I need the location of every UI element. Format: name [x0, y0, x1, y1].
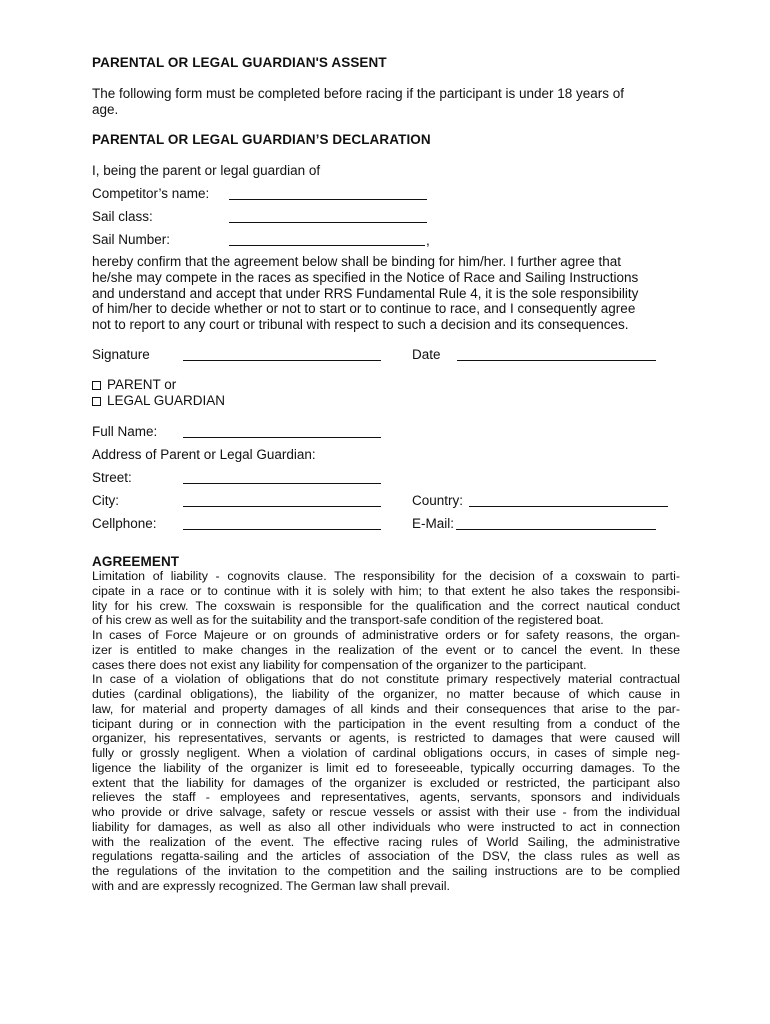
sail-number-comma: ,	[426, 233, 430, 248]
city-field[interactable]	[183, 506, 381, 507]
agreement-line: with the realization of the event. The effective racing rules of World Sailing, the administrative	[92, 834, 680, 849]
confirm-line: hereby confirm that the agreement below shall be binding for him/her. I further agree that	[92, 254, 622, 269]
street-field[interactable]	[183, 483, 381, 484]
assent-title: PARENTAL OR LEGAL GUARDIAN'S ASSENT	[92, 55, 387, 70]
confirm-line: of him/her to decide whether or not to start or to continue to race, and I consequently agree	[92, 301, 636, 317]
date-field[interactable]	[457, 360, 656, 361]
agreement-line: ticipant during or in connection with the participation in the event resulting from a conduct of the	[92, 716, 680, 731]
agreement-body	[92, 569, 680, 894]
signature-label: Signature	[92, 347, 150, 362]
assent-intro-line: age.	[92, 101, 119, 117]
cellphone-label: Cellphone:	[92, 516, 157, 531]
agreement-line: ligence the liability of the organizer is limit ed to foreseeable, typically occurring damages. To the	[92, 760, 680, 775]
assent-intro-line: The following form must be completed before racing if the participant is under 18 years of	[92, 86, 625, 101]
declaration-confirm	[92, 254, 680, 333]
full-name-field[interactable]	[183, 437, 381, 438]
confirm-line: not to report to any court or tribunal with respect to such a decision and its consequences.	[92, 317, 629, 333]
declaration-title: PARENTAL OR LEGAL GUARDIAN’S DECLARATION	[92, 132, 431, 147]
assent-intro	[92, 86, 680, 118]
sail-number-field[interactable]	[229, 245, 425, 246]
agreement-line: In case of a violation of obligations that do not constitute primary respectively material contractual	[92, 672, 680, 687]
signature-field[interactable]	[183, 360, 381, 361]
declaration-lead: I, being the parent or legal guardian of	[92, 163, 321, 178]
agreement-line: duties (cardinal obligations), the liability of the organizer, no matter because of which cause in	[92, 687, 680, 701]
sail-class-label: Sail class:	[92, 209, 153, 224]
sail-number-label: Sail Number:	[92, 232, 171, 247]
agreement-line: lity for his crew. The coxswain is responsible for the qualification and the correct nautical conduct	[92, 598, 680, 613]
agreement-line: law, for material and property damages of all kinds and their consequences that arise to the par-	[92, 701, 680, 716]
agreement-line: relieves the staff - employees and representatives, agents, servants, sponsors and individuals	[92, 790, 680, 805]
agreement-line: Limitation of liability - cognovits clause. The responsibility for the decision of a coxswain to parti-	[92, 569, 680, 583]
role-option-guardian[interactable]	[92, 393, 225, 409]
confirm-line: and understand and accept that under RRS Fundamental Rule 4, it is the sole responsibility	[92, 285, 639, 301]
legal-guardian-option-label: LEGAL GUARDIAN	[107, 393, 226, 408]
legal-guardian-checkbox[interactable]	[92, 397, 101, 406]
agreement-line: izer is entitled to make changes in the realization of the event or to cancel the event. In these	[92, 642, 680, 657]
full-name-label: Full Name:	[92, 424, 158, 439]
role-option-parent[interactable]	[92, 377, 176, 393]
address-heading: Address of Parent or Legal Guardian:	[92, 447, 316, 462]
city-label: City:	[92, 493, 119, 508]
country-label: Country:	[412, 493, 464, 508]
email-field[interactable]	[456, 529, 656, 530]
sail-class-field[interactable]	[229, 222, 427, 223]
agreement-line: extent that the liability for damages of the organizer is excluded or restricted, the participant also	[92, 775, 680, 790]
agreement-line: with and are expressly recognized. The German law shall prevail.	[92, 878, 450, 893]
competitor-name-label: Competitor’s name:	[92, 186, 210, 201]
street-label: Street:	[92, 470, 132, 485]
agreement-line: the regulations of the invitation to the competition and the sailing instructions are to be complied	[92, 864, 680, 878]
agreement-line: of his crew as well as for the suitability and the transport-safe condition of the registered boat.	[92, 613, 604, 628]
parent-checkbox[interactable]	[92, 381, 101, 390]
cellphone-field[interactable]	[183, 529, 381, 530]
agreement-line: fully or grossly negligent. When a violation of cardinal obligations occurs, in cases of simple neg-	[92, 746, 680, 760]
parent-option-label: PARENT or	[107, 377, 177, 392]
agreement-line: liability for damages, as well as also all other individuals who were instructed to act in connection	[92, 819, 680, 834]
agreement-line: cipate in a race or to continue with it is solely with him; to that extent he also takes the responsibi-	[92, 583, 680, 598]
agreement-line: regulations regatta-sailing and the articles of association of the DSV, the class rules as well as	[92, 849, 680, 864]
agreement-line: In cases of Force Majeure or on grounds of administrative orders or for safety reasons, the organ-	[92, 628, 680, 642]
date-label: Date	[412, 347, 441, 362]
country-field[interactable]	[469, 506, 668, 507]
agreement-line: cases there does not exist any liability for compensation of the organizer to the participant.	[92, 657, 587, 672]
agreement-line: who provide or drive salvage, safety or rescue vessels or assist with their use - from the individual	[92, 805, 680, 819]
agreement-title: AGREEMENT	[92, 554, 180, 569]
agreement-line: organizer, his representatives, servants or agents, is restricted to damages that were caused will	[92, 731, 680, 746]
email-label: E-Mail:	[412, 516, 455, 531]
confirm-line: he/she may compete in the races as specified in the Notice of Race and Sailing Instructions	[92, 269, 639, 285]
competitor-name-field[interactable]	[229, 199, 427, 200]
